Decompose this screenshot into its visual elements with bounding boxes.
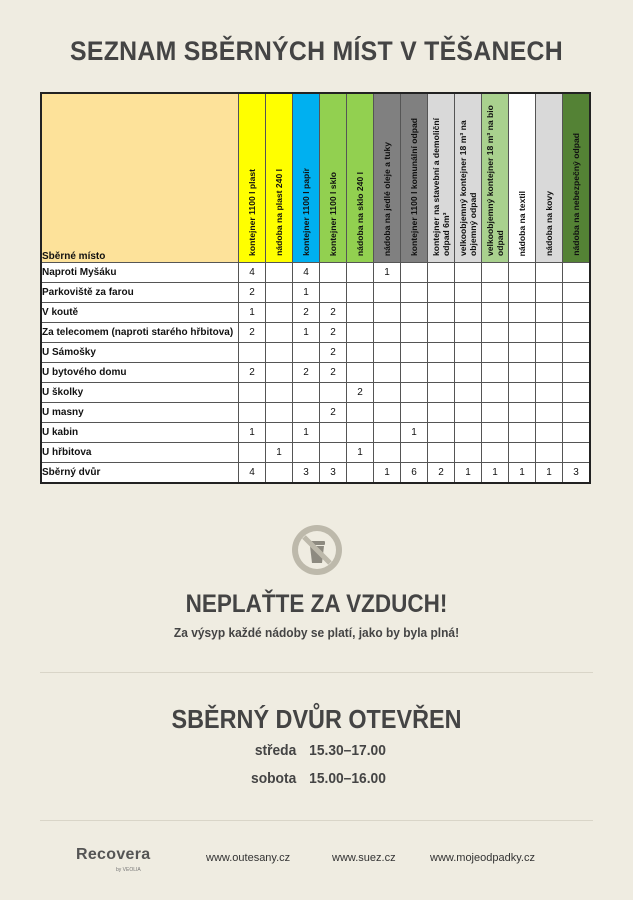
count-cell xyxy=(482,383,509,403)
count-cell xyxy=(293,343,320,363)
count-cell xyxy=(347,283,374,303)
column-header xyxy=(482,93,509,263)
count-cell xyxy=(401,303,428,323)
count-cell: 2 xyxy=(320,303,347,323)
count-cell xyxy=(536,343,563,363)
table-row xyxy=(41,263,590,283)
count-cell xyxy=(536,383,563,403)
count-cell xyxy=(509,263,536,283)
recovera-logo: Recovera xyxy=(76,846,151,863)
count-cell xyxy=(455,363,482,383)
count-cell: 1 xyxy=(293,423,320,443)
divider xyxy=(40,672,593,673)
count-cell xyxy=(428,303,455,323)
hours-day: středa xyxy=(254,742,297,759)
table-row xyxy=(41,343,590,363)
count-cell xyxy=(482,363,509,383)
column-header xyxy=(401,93,428,263)
column-header xyxy=(320,93,347,263)
count-cell xyxy=(320,423,347,443)
count-cell xyxy=(401,383,428,403)
count-cell xyxy=(320,263,347,283)
count-cell xyxy=(455,303,482,323)
count-cell xyxy=(320,283,347,303)
count-cell xyxy=(509,343,536,363)
count-cell xyxy=(293,383,320,403)
table-row xyxy=(41,383,590,403)
count-cell xyxy=(509,443,536,463)
column-header-label: kontejner 1100 l papír xyxy=(301,168,311,256)
count-cell: 1 xyxy=(239,423,266,443)
column-header xyxy=(563,93,591,263)
link-mojeodpadky[interactable]: www.mojeodpadky.cz xyxy=(430,852,535,864)
count-cell xyxy=(509,423,536,443)
count-cell: 1 xyxy=(509,463,536,484)
count-cell xyxy=(347,363,374,383)
count-cell xyxy=(428,403,455,423)
count-cell xyxy=(266,303,293,323)
count-cell: 2 xyxy=(320,323,347,343)
count-cell xyxy=(239,383,266,403)
count-cell: 1 xyxy=(482,463,509,484)
count-cell: 1 xyxy=(455,463,482,484)
count-cell xyxy=(563,423,591,443)
count-cell xyxy=(401,283,428,303)
column-header-label: velkoobjemný kontejner 18 m³ na objemný odpad xyxy=(458,120,478,256)
link-outesany[interactable]: www.outesany.cz xyxy=(206,852,291,864)
column-header-label: nádoba na kovy xyxy=(544,191,554,256)
count-cell xyxy=(509,323,536,343)
count-cell xyxy=(509,303,536,323)
count-cell xyxy=(374,303,401,323)
count-cell xyxy=(455,323,482,343)
column-header-label: kontejner na stavební a demoliční odpad 6m³ xyxy=(431,117,451,256)
count-cell xyxy=(536,303,563,323)
count-cell: 1 xyxy=(293,323,320,343)
place-name: Za telecomem (naproti starého hřbitova) xyxy=(41,323,239,343)
count-cell xyxy=(455,443,482,463)
count-cell xyxy=(374,383,401,403)
count-cell xyxy=(293,403,320,423)
count-cell xyxy=(374,443,401,463)
count-cell: 1 xyxy=(536,463,563,484)
table-row xyxy=(41,443,590,463)
count-cell xyxy=(482,343,509,363)
count-cell xyxy=(401,403,428,423)
count-cell xyxy=(266,323,293,343)
place-name: U školky xyxy=(41,383,239,403)
count-cell: 1 xyxy=(293,283,320,303)
count-cell xyxy=(401,323,428,343)
place-name: Parkoviště za farou xyxy=(41,283,239,303)
hours-row-saturday xyxy=(25,770,607,787)
divider xyxy=(40,820,593,821)
subslogan: Za výsyp každé nádoby se platí, jako by byla plná! xyxy=(173,625,460,640)
table-header-row xyxy=(41,93,590,263)
column-header-label: kontejner 1100 l plast xyxy=(247,169,257,256)
count-cell: 1 xyxy=(374,263,401,283)
count-cell xyxy=(536,423,563,443)
count-cell xyxy=(428,263,455,283)
hours-day: sobota xyxy=(251,770,297,787)
count-cell xyxy=(509,403,536,423)
count-cell xyxy=(482,323,509,343)
count-cell xyxy=(401,263,428,283)
count-cell xyxy=(428,423,455,443)
count-cell xyxy=(374,403,401,423)
no-bin-icon xyxy=(290,523,344,577)
count-cell xyxy=(563,323,591,343)
place-name: Naproti Myšáku xyxy=(41,263,239,283)
place-name: U masny xyxy=(41,403,239,423)
count-cell xyxy=(428,283,455,303)
count-cell xyxy=(239,343,266,363)
count-cell: 2 xyxy=(239,283,266,303)
count-cell xyxy=(563,383,591,403)
count-cell xyxy=(509,383,536,403)
count-cell: 3 xyxy=(293,463,320,484)
count-cell xyxy=(455,403,482,423)
count-cell: 2 xyxy=(239,323,266,343)
count-cell: 6 xyxy=(401,463,428,484)
count-cell: 1 xyxy=(374,463,401,484)
count-cell xyxy=(428,443,455,463)
count-cell: 2 xyxy=(293,363,320,383)
link-suez[interactable]: www.suez.cz xyxy=(332,852,396,864)
count-cell xyxy=(509,283,536,303)
count-cell: 1 xyxy=(347,443,374,463)
count-cell: 4 xyxy=(293,263,320,283)
count-cell xyxy=(347,303,374,323)
count-cell: 1 xyxy=(401,423,428,443)
hours-row-wednesday xyxy=(25,742,607,759)
table-row xyxy=(41,463,590,484)
count-cell xyxy=(266,343,293,363)
column-header xyxy=(347,93,374,263)
count-cell: 2 xyxy=(320,363,347,383)
opening-title: SBĚRNÝ DVŮR OTEVŘEN xyxy=(171,704,462,734)
footer xyxy=(0,840,633,880)
count-cell xyxy=(536,283,563,303)
count-cell xyxy=(266,263,293,283)
table-row xyxy=(41,423,590,443)
count-cell xyxy=(563,283,591,303)
count-cell xyxy=(320,443,347,463)
table-body xyxy=(41,263,590,484)
count-cell xyxy=(482,443,509,463)
count-cell xyxy=(374,343,401,363)
count-cell xyxy=(563,363,591,383)
count-cell xyxy=(509,363,536,383)
count-cell xyxy=(455,383,482,403)
count-cell xyxy=(455,283,482,303)
count-cell: 3 xyxy=(563,463,591,484)
place-name: U hřbitova xyxy=(41,443,239,463)
count-cell xyxy=(401,343,428,363)
column-header xyxy=(293,93,320,263)
count-cell xyxy=(455,263,482,283)
table-row xyxy=(41,283,590,303)
count-cell: 1 xyxy=(239,303,266,323)
count-cell xyxy=(401,363,428,383)
place-name: V koutě xyxy=(41,303,239,323)
count-cell xyxy=(482,403,509,423)
table-row xyxy=(41,403,590,423)
count-cell xyxy=(482,423,509,443)
count-cell: 1 xyxy=(266,443,293,463)
table-row xyxy=(41,303,590,323)
count-cell xyxy=(266,383,293,403)
column-header-label: velkoobjemný kontejner 18 m³ na bio odpad xyxy=(485,105,505,256)
count-cell xyxy=(239,403,266,423)
hours-time: 15.30–17.00 xyxy=(309,742,386,759)
count-cell xyxy=(428,363,455,383)
column-header xyxy=(536,93,563,263)
count-cell xyxy=(266,283,293,303)
count-cell xyxy=(536,263,563,283)
count-cell xyxy=(536,403,563,423)
column-header xyxy=(239,93,266,263)
count-cell: 3 xyxy=(320,463,347,484)
count-cell: 2 xyxy=(239,363,266,383)
column-header xyxy=(509,93,536,263)
table-row xyxy=(41,363,590,383)
count-cell xyxy=(374,363,401,383)
place-name: U Sámošky xyxy=(41,343,239,363)
count-cell: 2 xyxy=(347,383,374,403)
place-name: Sběrný dvůr xyxy=(41,463,239,484)
logo-subtitle: by VEOLIA xyxy=(116,867,141,873)
count-cell xyxy=(563,403,591,423)
page-title: SEZNAM SBĚRNÝCH MÍST V TĚŠANECH xyxy=(70,36,563,66)
count-cell: 2 xyxy=(428,463,455,484)
column-header xyxy=(374,93,401,263)
count-cell: 4 xyxy=(239,463,266,484)
column-header-label: nádoba na jedlé oleje a tuky xyxy=(382,141,392,256)
count-cell xyxy=(482,263,509,283)
count-cell xyxy=(563,303,591,323)
count-cell xyxy=(428,323,455,343)
count-cell xyxy=(347,323,374,343)
count-cell xyxy=(401,443,428,463)
count-cell xyxy=(293,443,320,463)
count-cell xyxy=(536,363,563,383)
hours-time: 15.00–16.00 xyxy=(309,770,386,787)
count-cell xyxy=(563,263,591,283)
collection-points-table xyxy=(40,92,591,484)
count-cell xyxy=(374,283,401,303)
count-cell xyxy=(320,383,347,403)
count-cell xyxy=(428,343,455,363)
count-cell xyxy=(563,443,591,463)
column-header-label: nádoba na nebezpečný odpad xyxy=(571,133,581,256)
column-header-label: kontejner 1100 l sklo xyxy=(328,171,338,256)
place-name: U bytového domu xyxy=(41,363,239,383)
count-cell xyxy=(347,343,374,363)
count-cell xyxy=(347,263,374,283)
column-header xyxy=(455,93,482,263)
count-cell xyxy=(563,343,591,363)
place-name: U kabin xyxy=(41,423,239,443)
count-cell xyxy=(239,443,266,463)
count-cell xyxy=(266,363,293,383)
count-cell xyxy=(482,283,509,303)
column-header-label: kontejner 1100 l komunální odpad xyxy=(409,117,419,256)
count-cell: 2 xyxy=(293,303,320,323)
count-cell xyxy=(455,343,482,363)
count-cell: 2 xyxy=(320,403,347,423)
table-row xyxy=(41,323,590,343)
count-cell xyxy=(266,423,293,443)
count-cell xyxy=(536,443,563,463)
count-cell xyxy=(455,423,482,443)
count-cell xyxy=(347,463,374,484)
count-cell xyxy=(482,303,509,323)
count-cell xyxy=(536,323,563,343)
count-cell: 4 xyxy=(239,263,266,283)
place-column-header: Sběrné místo xyxy=(41,93,239,263)
count-cell xyxy=(374,323,401,343)
column-header xyxy=(428,93,455,263)
count-cell xyxy=(347,403,374,423)
count-cell xyxy=(347,423,374,443)
count-cell xyxy=(266,463,293,484)
count-cell: 2 xyxy=(320,343,347,363)
column-header xyxy=(266,93,293,263)
count-cell xyxy=(428,383,455,403)
column-header-label: nádoba na sklo 240 l xyxy=(355,171,365,256)
slogan: NEPLAŤTE ZA VZDUCH! xyxy=(185,590,448,618)
column-header-label: nádoba na plast 240 l xyxy=(274,169,284,256)
column-header-label: nádoba na textil xyxy=(517,190,527,256)
count-cell xyxy=(266,403,293,423)
count-cell xyxy=(374,423,401,443)
